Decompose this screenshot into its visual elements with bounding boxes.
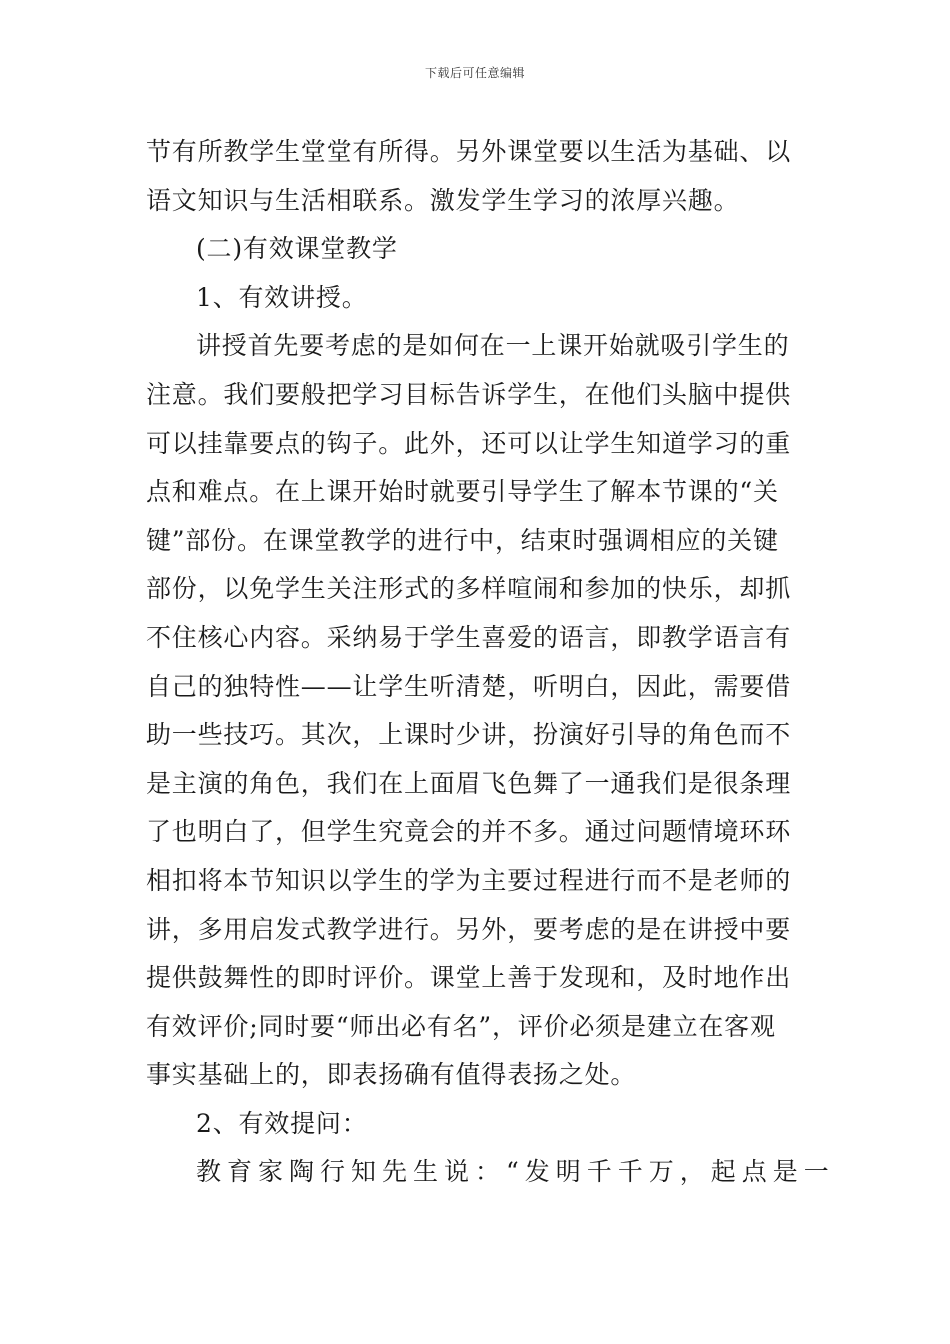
text-line: 节有所教学生堂堂有所得。另外课堂要以生活为基础、以 <box>146 137 792 166</box>
text-line: 提供鼓舞性的即时评价。课堂上善于发现和，及时地作出 <box>146 963 792 993</box>
text-line: 不住核心内容。采纳易于学生喜爱的语言，即教学语言有 <box>146 622 792 652</box>
text-line: 部份，以免学生关注形式的多样喧闹和参加的快乐，却抓 <box>146 574 792 604</box>
text-line: 是主演的角色，我们在上面眉飞色舞了一通我们是很条理 <box>146 768 792 798</box>
text-line: 2、有效提问： <box>196 1108 368 1138</box>
text-line: 教育家陶行知先生说：“发明千千万，起点是一 <box>196 1157 835 1187</box>
text-line: 1、有效讲授。 <box>196 282 368 312</box>
text-line: 讲授首先要考虑的是如何在一上课开始就吸引学生的 <box>196 331 790 361</box>
text-line: 语文知识与生活相联系。激发学生学习的浓厚兴趣。 <box>146 185 740 215</box>
text-line: (二)有效课堂教学 <box>196 234 398 264</box>
text-line: 自己的独特性——让学生听清楚，听明白，因此，需要借 <box>146 671 792 701</box>
text-line: 了也明白了，但学生究竟会的并不多。通过问题情境环环 <box>146 817 792 847</box>
text-line: 注意。我们要般把学习目标告诉学生，在他们头脑中提供 <box>146 379 792 409</box>
text-line: 助一些技巧。其次，上课时少讲，扮演好引导的角色而不 <box>146 720 792 750</box>
text-line: 事实基础上的，即表扬确有值得表扬之处。 <box>146 1060 637 1090</box>
text-line: 有效评价;同时要“师出必有名”，评价必须是建立在客观 <box>146 1011 776 1041</box>
text-line: 点和难点。在上课开始时就要引导学生了解本节课的“关 <box>146 477 779 507</box>
document-body <box>146 128 835 1197</box>
text-line: 相扣将本节知识以学生的学为主要过程进行而不是老师的 <box>146 865 792 895</box>
text-line: 可以挂靠要点的钩子。此外，还可以让学生知道学习的重 <box>146 428 792 458</box>
text-line: 讲，多用启发式教学进行。另外，要考虑的是在讲授中要 <box>146 914 792 944</box>
text-line: 键”部份。在课堂教学的进行中，结束时强调相应的关键 <box>146 525 779 555</box>
page-header: 下载后可任意编辑 <box>424 66 525 80</box>
